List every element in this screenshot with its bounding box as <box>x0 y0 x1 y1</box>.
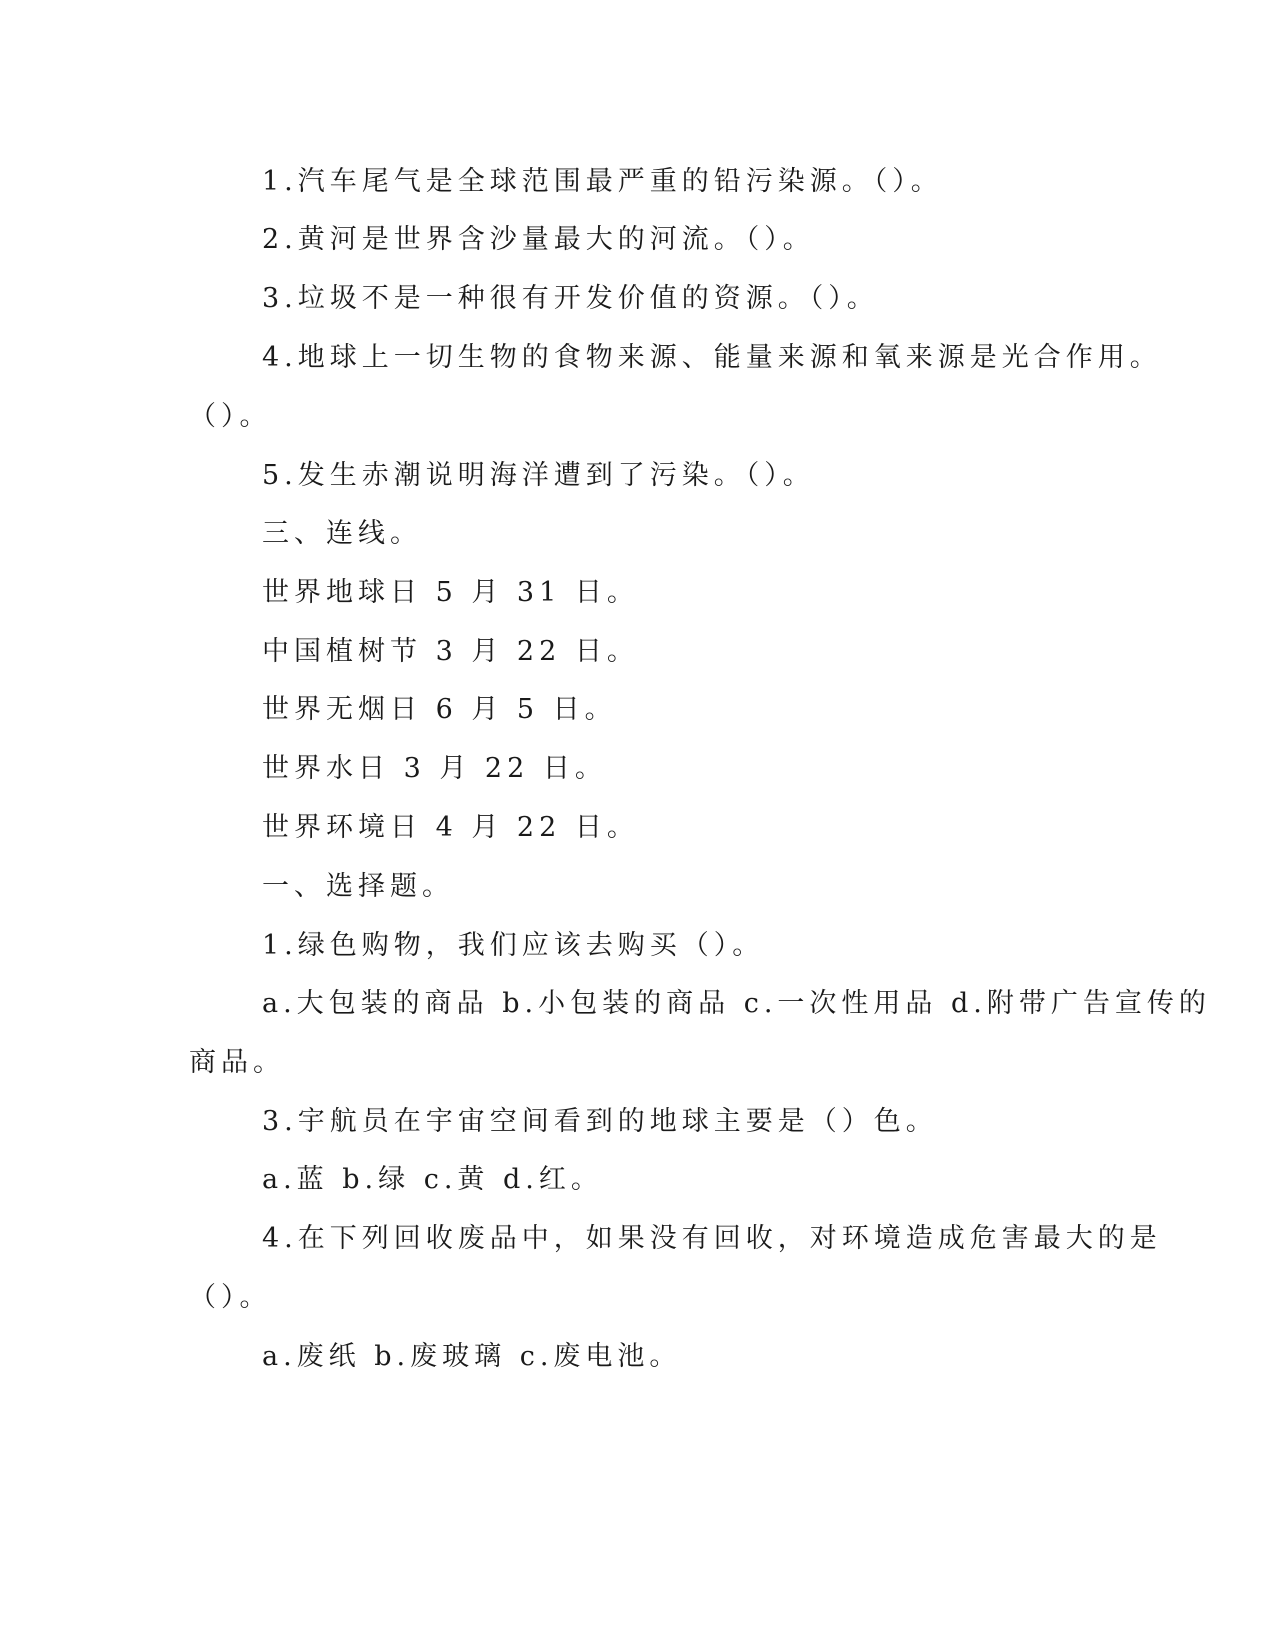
tf-question-3: 3.垃圾不是一种很有开发价值的资源。（）。 <box>262 283 879 314</box>
matching-item-5: 世界环境日 4 月 22 日。 <box>262 812 639 843</box>
tf-question-4-continued: （）。 <box>189 401 272 432</box>
mc-question-4: 4.在下列回收废品中，如果没有回收，对环境造成危害最大的是 <box>262 1223 1162 1254</box>
mc-question-4-options: a.废纸 b.废玻璃 c.废电池。 <box>262 1341 682 1372</box>
mc-question-1-options: a.大包装的商品 b.小包装的商品 c.一次性用品 d.附带广告宣传的 <box>262 988 1211 1019</box>
section-heading-matching: 三、连线。 <box>262 518 422 549</box>
tf-question-2: 2.黄河是世界含沙量最大的河流。（）。 <box>262 224 815 255</box>
mc-question-1-options-continued: 商品。 <box>189 1047 285 1078</box>
matching-item-2: 中国植树节 3 月 22 日。 <box>262 636 639 667</box>
section-heading-multiple-choice: 一、选择题。 <box>262 871 454 902</box>
tf-question-1: 1.汽车尾气是全球范围最严重的铅污染源。（）。 <box>262 166 943 197</box>
tf-question-5: 5.发生赤潮说明海洋遭到了污染。（）。 <box>262 460 815 491</box>
matching-item-3: 世界无烟日 6 月 5 日。 <box>262 694 617 725</box>
mc-question-1: 1.绿色购物，我们应该去购买（）。 <box>262 930 765 961</box>
matching-item-1: 世界地球日 5 月 31 日。 <box>262 577 639 608</box>
mc-question-3: 3.宇航员在宇宙空间看到的地球主要是（）色。 <box>262 1106 938 1137</box>
tf-question-4: 4.地球上一切生物的食物来源、能量来源和氧来源是光合作用。 <box>262 342 1162 373</box>
mc-question-3-options: a.蓝 b.绿 c.黄 d.红。 <box>262 1164 603 1195</box>
matching-item-4: 世界水日 3 月 22 日。 <box>262 753 607 784</box>
mc-question-4-continued: （）。 <box>189 1282 272 1313</box>
